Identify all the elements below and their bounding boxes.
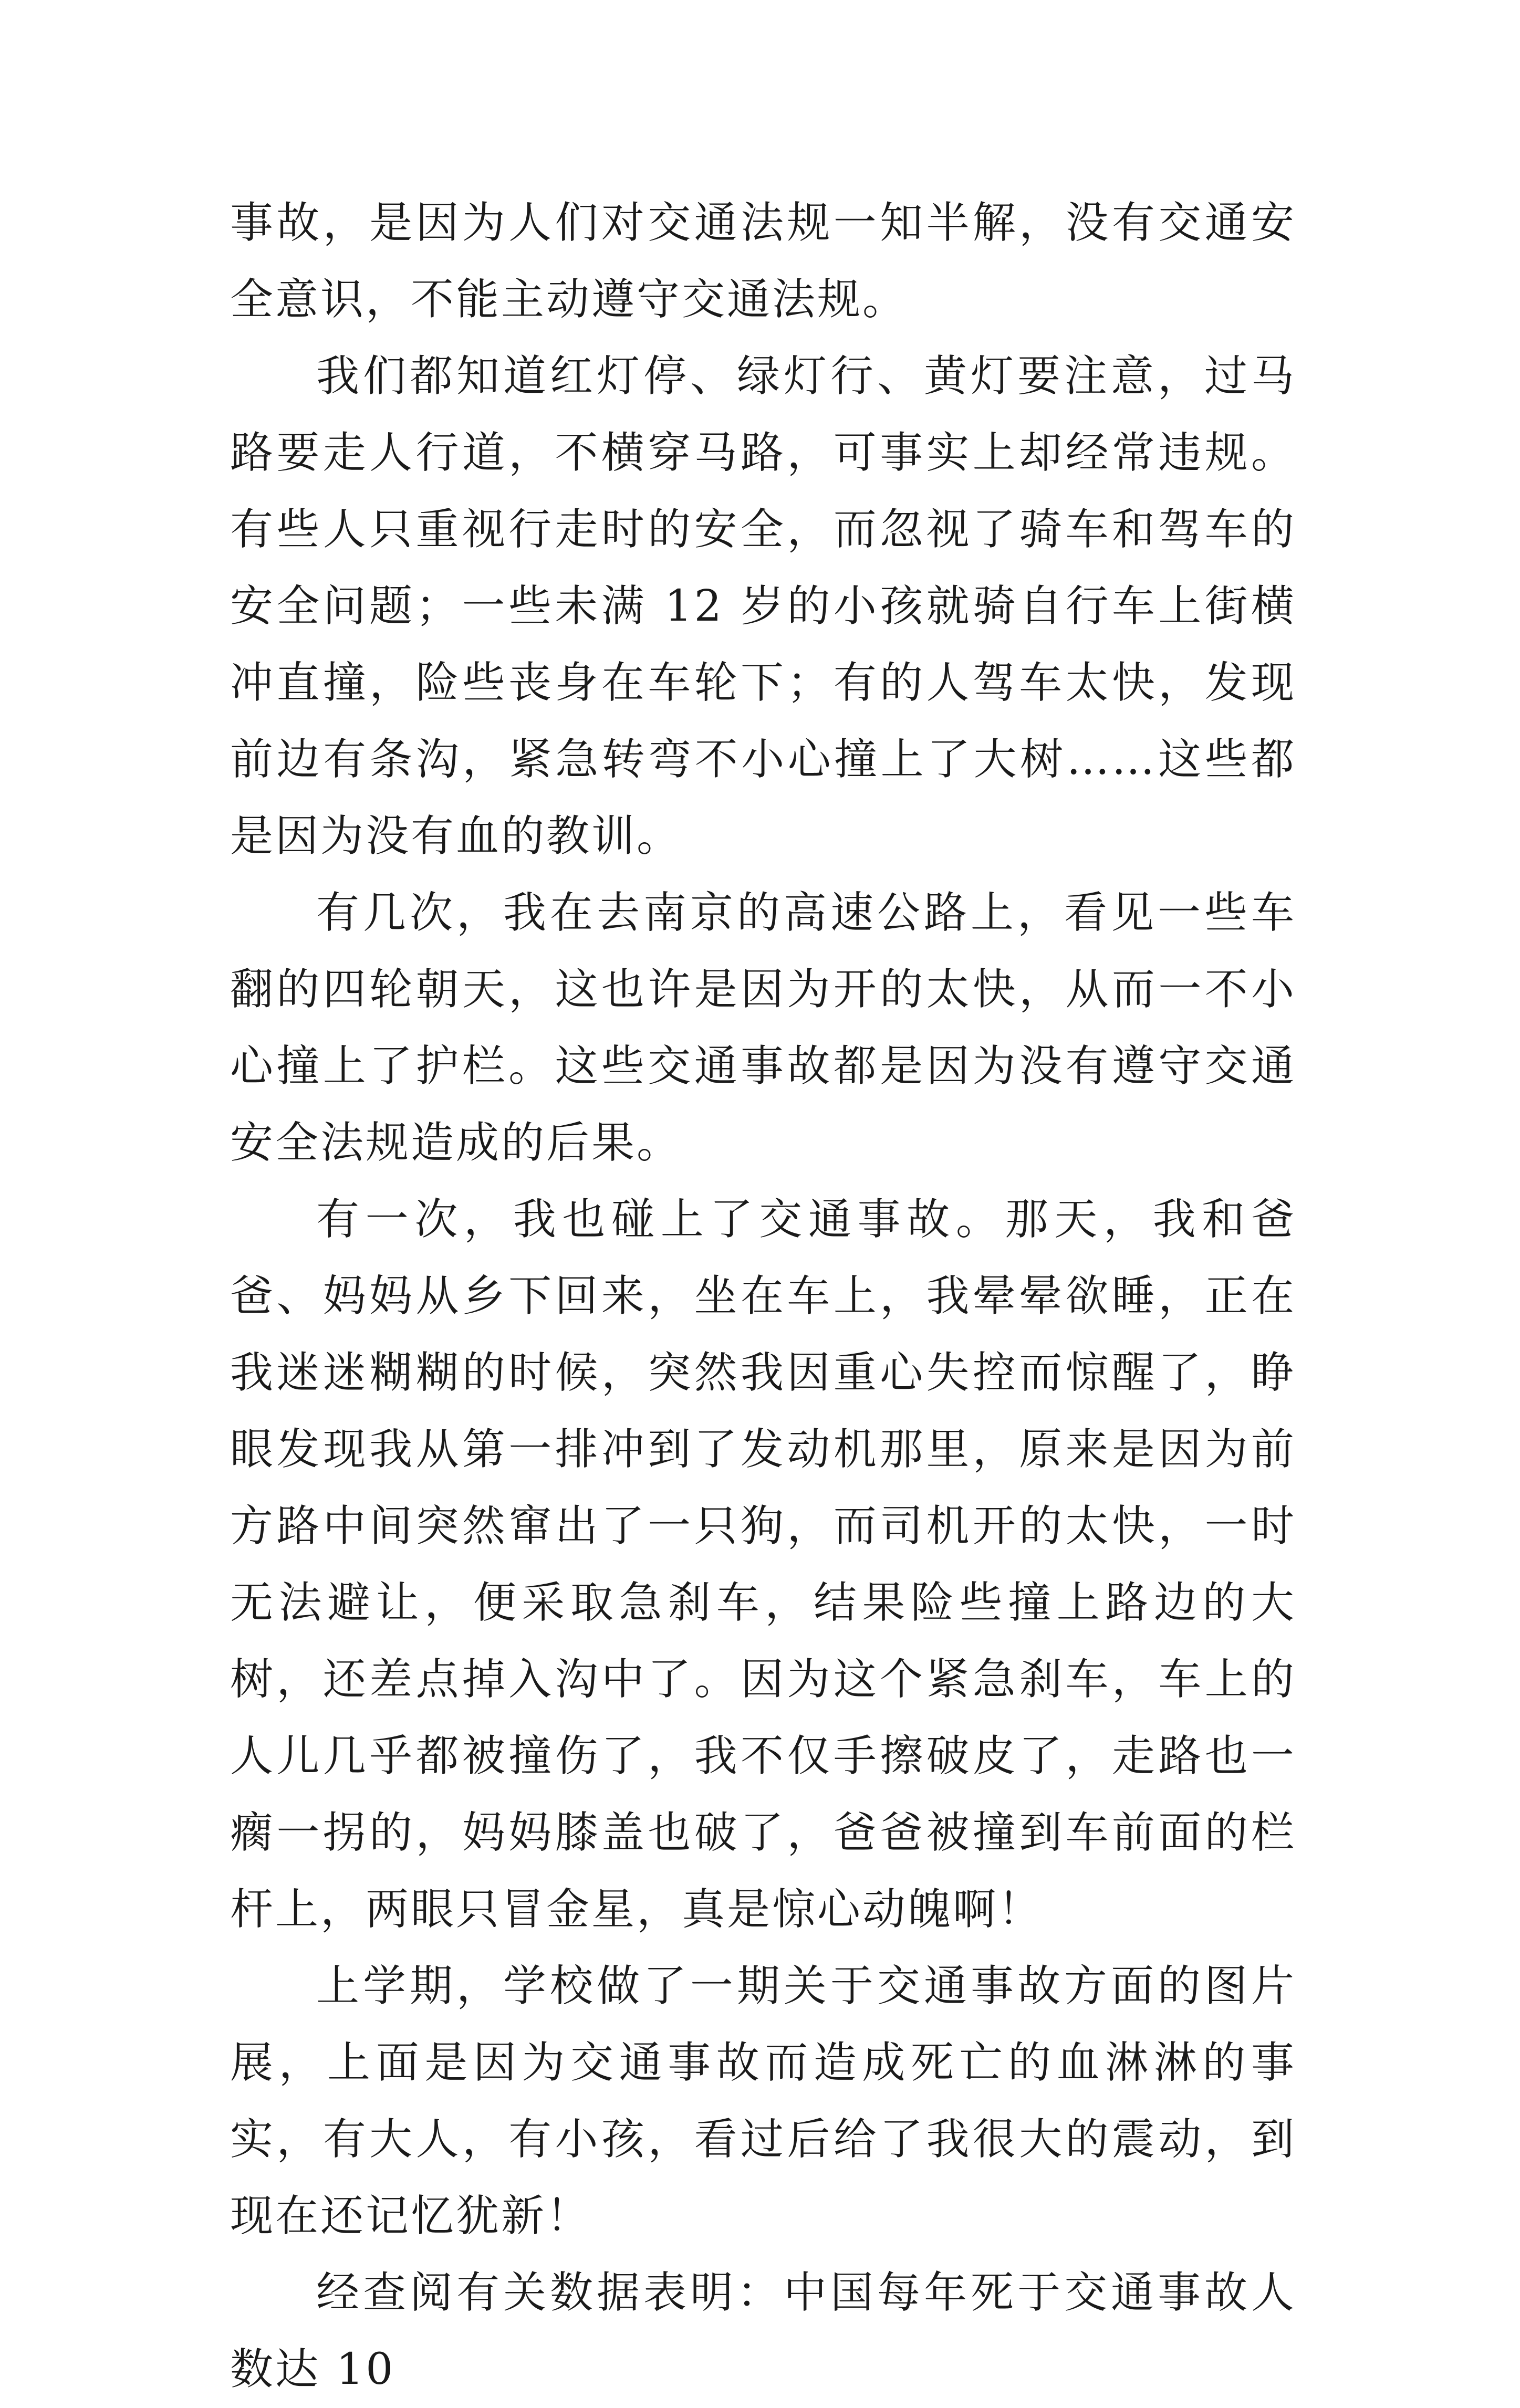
paragraph-5: 上学期，学校做了一期关于交通事故方面的图片展，上面是因为交通事故而造成死亡的血淋淋的事实，有大人，有小孩，看过后给了我很大的震动，到现在还记忆犹新！ xyxy=(230,1961,1296,2241)
paragraph-4: 有一次，我也碰上了交通事故。那天，我和爸爸、妈妈从乡下回来，坐在车上，我晕晕欲睡，正在我迷迷糊糊的时候，突然我因重心失控而惊醒了，睁眼发现我从第一排冲到了发动机那里，原来是因为前方路中间突然窜出了一只狗，而司机开的太快，一时无法避让，便采取急刹车，结果险些撞上路边的大树，还差点掉入沟中了。因为这个紧急刹车，车上的人儿几乎都被撞伤了，我不仅手擦破皮了，走路也一瘸一拐的，妈妈膝盖也破了，爸爸被撞到车前面的栏杆上，两眼只冒金星，真是惊心动魄啊！ xyxy=(230,1195,1296,1934)
paragraph-3: 有几次，我在去南京的高速公路上，看见一些车翻的四轮朝天，这也许是因为开的太快，从而一不小心撞上了护栏。这些交通事故都是因为没有遵守交通安全法规造成的后果。 xyxy=(230,888,1296,1168)
paragraph-1: 事故，是因为人们对交通法规一知半解，没有交通安全意识，不能主动遵守交通法规。 xyxy=(230,198,1296,324)
paragraph-2: 我们都知道红灯停、绿灯行、黄灯要注意，过马路要走人行道，不横穿马路，可事实上却经常违规。有些人只重视行走时的安全，而忽视了骑车和驾车的安全问题；一些未满 12 岁的小孩就骑自行车上街横冲直撞，险些丧身在车轮下；有的人驾车太快，发现前边有条沟，紧急转弯不小心撞上了大树……这些都是因为没有血的教训。 xyxy=(230,351,1296,861)
body-text xyxy=(230,185,1296,2408)
paragraph-6: 经查阅有关数据表明：中国每年死于交通事故人数达 10 xyxy=(230,2268,1296,2394)
